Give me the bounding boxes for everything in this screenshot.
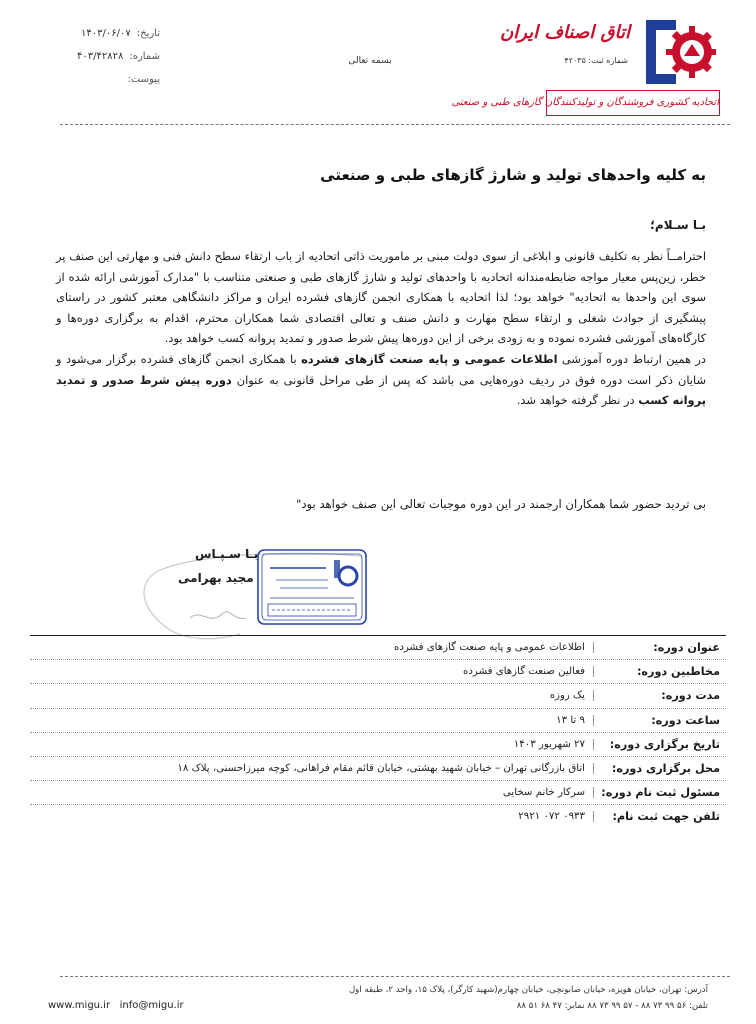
footer-email: info@migu.ir xyxy=(119,1000,184,1011)
official-stamp xyxy=(256,548,368,626)
course-info-row xyxy=(30,781,726,805)
number-value: ۴۰۳/۴۲۸۲۸ xyxy=(77,51,124,62)
letterhead-logo xyxy=(451,10,722,115)
course-info-row xyxy=(30,805,726,828)
header-divider xyxy=(60,124,730,125)
course-info-label: عنوان دوره: xyxy=(653,641,720,655)
thanks-text: بـا سـپـاس xyxy=(195,547,259,561)
course-info-label: تاریخ برگزاری دوره: xyxy=(609,737,720,751)
prerequisite-emphasis: دوره پیش شرط صدور و تمدید پروانه کسب xyxy=(56,372,706,408)
course-info-row xyxy=(30,636,726,660)
union-name: اتحادیه کشوری فروشندگان و تولیدکنندگان گازهای طبی و صنعتی xyxy=(546,90,720,116)
course-info-value: ۰۹۳۳ ۰۷۲ ۲۹۲۱ xyxy=(30,811,594,822)
footer-website: www.migu.ir xyxy=(48,1000,111,1011)
footer-address: آدرس: تهران، خیابان هویزه، خیابان صابونچی، خیابان چهارم(شهید کارگر)، پلاک ۱۵، واحد ۲، طبقه اول xyxy=(348,985,708,995)
course-info-value: سرکار خانم سخایی xyxy=(30,787,594,798)
footer-divider xyxy=(60,976,730,977)
letter-body xyxy=(56,246,706,411)
course-info-value: یک روزه xyxy=(30,690,594,701)
course-info-table xyxy=(30,635,726,829)
number-label: شماره: xyxy=(129,51,160,62)
para2-text-a: در همین ارتباط دوره آموزشی xyxy=(557,351,706,366)
date-label: تاریخ: xyxy=(136,28,160,39)
course-info-value: اطلاعات عمومی و پایه صنعت گازهای فشرده xyxy=(30,642,594,653)
greeting: بـا سـلام؛ xyxy=(650,218,706,232)
course-info-value: ۲۷ شهریور ۱۴۰۳ xyxy=(30,739,594,750)
course-info-label: مدت دوره: xyxy=(661,689,720,703)
course-title-emphasis: اطلاعات عمومی و پایه صنعت گازهای فشرده xyxy=(301,351,558,366)
course-info-label: ساعت دوره: xyxy=(651,713,720,727)
brand-name: اتاق اصناف ایران xyxy=(499,22,630,43)
footer-phones: تلفن: ۵۶ ۹۹ ۷۳ ۸۸ - ۵۷ ۹۹ ۷۳ ۸۸ نمابر: ۴۷ ۶۸ ۵۱ ۸۸ xyxy=(516,1001,708,1011)
course-info-label: تلفن جهت ثبت نام: xyxy=(612,810,720,824)
course-info-value: ۹ تا ۱۳ xyxy=(30,715,594,726)
body-paragraph-2 xyxy=(56,349,706,411)
course-info-label: مخاطبین دوره: xyxy=(636,665,720,679)
date-value: ۱۴۰۳/۰۶/۰۷ xyxy=(81,28,131,39)
course-info-row xyxy=(30,733,726,757)
body-paragraph-1: احترامــاً نظر به تکلیف قانونی و ابلاغی از سوی دولت مبنی بر ماموریت ذاتی اتحادیه از باب ارتقاء سطح دانش فنی و مهارتی این صنف پر خطر، زین‌پس معیار مواجه ضابطه‌مندانه اتحادیه با واحدهای تولید و شارژ گازهای طبی و صنعتی متناسب با "مدارک آموزشی ارائه شده از سوی این واحدها به اتحادیه" خواهد بود؛ لذا اتحادیه با همکاری انجمن گازهای فشرده ایران و مراکز دانشگاهی معتبر کشور در راستای پیشگیری از حوادث شغلی و ارتقاء سطح مهارت و دانش صنف و تعالی اقتصادی شما همکاران محترم، اقدام به برگزاری دوره‌ها و کارگاه‌های آموزشی فشرده نموده و به زودی برخی از این دوره‌ها پیش شرط صدور و تمدید پروانه کسب خواهد بود. xyxy=(56,249,706,346)
course-info-value: اتاق بازرگانی تهران – خیابان شهید بهشتی، خیابان قائم مقام فراهانی، کوچه میرزاحسنی، پلاک ۱۸ xyxy=(30,763,594,774)
para2-text-c: با همکاری انجمن گازهای فشرده برگزار می‌شود و شایان ذکر است دوره فوق در ردیف دوره‌هایی می باشد که پس از طی مراحل قانونی به عنوان xyxy=(56,351,706,387)
course-info-row xyxy=(30,660,726,684)
course-info-row xyxy=(30,757,726,781)
basmala: بسمه تعالی xyxy=(348,56,392,66)
course-info-row xyxy=(30,684,726,708)
letter-subject: به کلیه واحدهای تولید و شارژ گازهای طبی و صنعتی xyxy=(320,166,706,184)
footer xyxy=(48,982,708,1014)
closing-line: بی تردید حضور شما همکاران ارجمند در این دوره موجبات تعالی این صنف خواهد بود" xyxy=(296,497,706,511)
course-info-label: محل برگزاری دوره: xyxy=(611,762,720,776)
registration-number: شماره ثبت: ۴۲۰۳۵ xyxy=(564,56,628,65)
attachment-label: پیوست: xyxy=(127,74,160,85)
gear-logo-icon xyxy=(642,14,718,90)
letter-meta xyxy=(40,22,160,91)
course-info-value: فعالین صنعت گازهای فشرده xyxy=(30,666,594,677)
course-info-label: مسئول ثبت نام دوره: xyxy=(601,786,720,800)
course-info-row xyxy=(30,709,726,733)
signer-name: مجید بهرامی xyxy=(178,571,254,585)
para2-text-e: در نظر گرفته خواهد شد. xyxy=(516,393,639,408)
